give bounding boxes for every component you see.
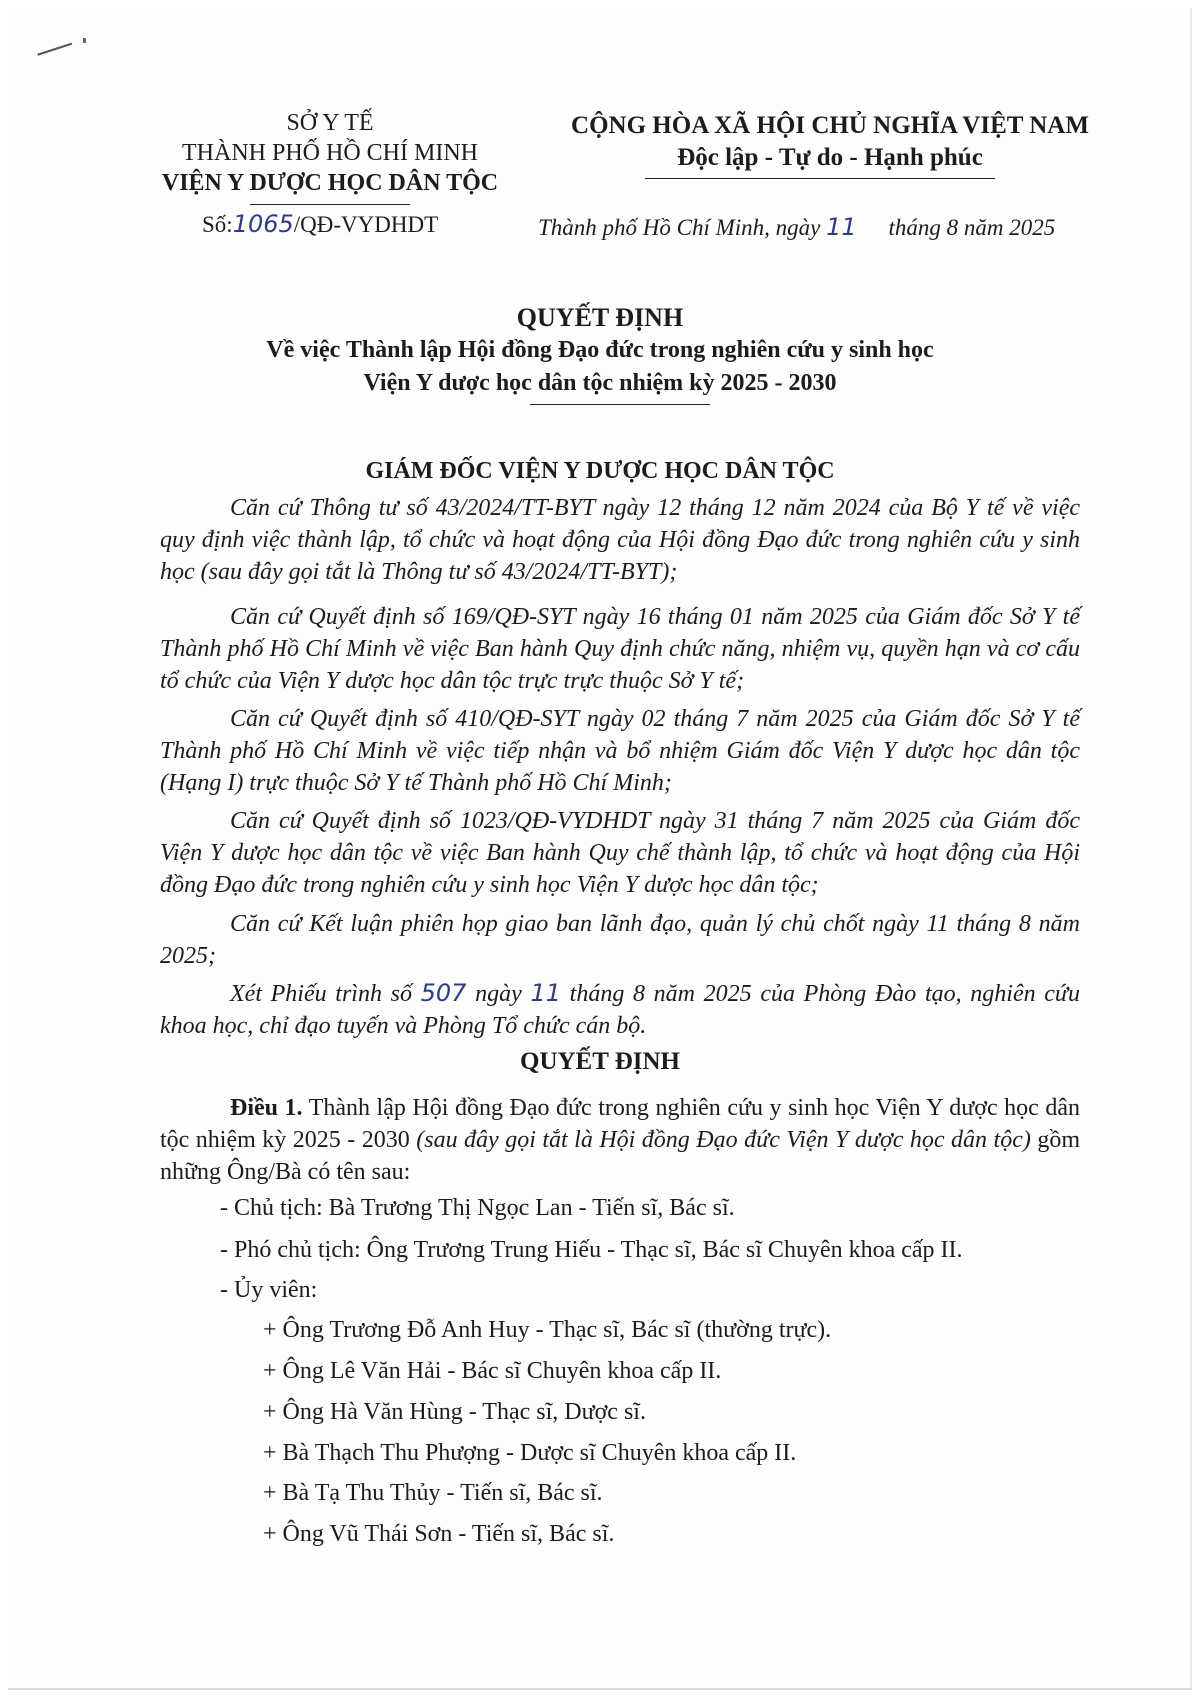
- doc-number-handwritten: 1065: [232, 210, 294, 238]
- chair-entry: - Chủ tịch: Bà Trương Thị Ngọc Lan - Tiến sĩ, Bác sĩ.: [220, 1195, 735, 1221]
- decision-heading: QUYẾT ĐỊNH: [520, 1048, 680, 1075]
- member-item: + Bà Thạch Thu Phượng - Dược sĩ Chuyên khoa cấp II.: [263, 1440, 797, 1466]
- motto: Độc lập - Tự do - Hạnh phúc: [677, 144, 983, 171]
- member-item: + Bà Tạ Thu Thủy - Tiến sĩ, Bác sĩ.: [263, 1480, 603, 1506]
- document-subject-line-2: Viện Y dược học dân tộc nhiệm kỳ 2025 - 2030: [363, 370, 837, 396]
- agency-line-2: THÀNH PHỐ HỒ CHÍ MINH: [182, 140, 478, 166]
- agency-line-3: VIỆN Y DƯỢC HỌC DÂN TỘC: [161, 170, 499, 196]
- member-item: + Ông Trương Đỗ Anh Huy - Thạc sĩ, Bác sĩ (thường trực).: [263, 1317, 832, 1343]
- article-1: Điều 1. Thành lập Hội đồng Đạo đức trong nghiên cứu y sinh học Viện Y dược học dân tộc nhiệm kỳ 2025 - 2030 (sau đây gọi tắt là Hội đồng Đạo đức Viện Y dược học dân tộc) gồm những Ông/Bà có tên sau:: [160, 1095, 1081, 1185]
- agency-underline: [250, 204, 410, 205]
- place-date-part-1: Thành phố Hồ Chí Minh, ngày: [538, 215, 821, 240]
- document-number: [202, 210, 438, 238]
- member-item: + Ông Lê Văn Hải - Bác sĩ Chuyên khoa cấp II.: [263, 1358, 722, 1384]
- vice-chair-entry: - Phó chủ tịch: Ông Trương Trung Hiếu - Thạc sĩ, Bác sĩ Chuyên khoa cấp II.: [220, 1237, 963, 1263]
- legal-basis-4: Căn cứ Quyết định số 1023/QĐ-VYDHDT ngày 31 tháng 7 năm 2025 của Giám đốc Viện Y dược học dân tộc về việc Ban hành Quy chế thành lập, tổ chức và hoạt động của Hội đồng Đạo đức trong nghiên cứu y sinh học Viện Y dược học dân tộc;: [160, 808, 1080, 898]
- legal-basis-5: Căn cứ Kết luận phiên họp giao ban lãnh đạo, quản lý chủ chốt ngày 11 tháng 8 năm 2025;: [160, 911, 1080, 969]
- legal-basis-1: Căn cứ Thông tư số 43/2024/TT-BYT ngày 12 tháng 12 năm 2024 của Bộ Y tế về việc quy định việc thành lập, tổ chức và hoạt động của Hội đồng Đạo đức trong nghiên cứu y sinh học (sau đây gọi tắt là Thông tư số 43/2024/TT-BYT);: [160, 495, 1080, 585]
- scan-dot: [83, 38, 86, 43]
- legal-basis-3: Căn cứ Quyết định số 410/QĐ-SYT ngày 02 tháng 7 năm 2025 của Giám đốc Sở Y tế Thành phố Hồ Chí Minh về việc tiếp nhận và bổ nhiệm Giám đốc Viện Y dược học dân tộc (Hạng I) trực thuộc Sở Y tế Thành phố Hồ Chí Minh;: [160, 706, 1080, 796]
- member-item: + Ông Vũ Thái Sơn - Tiến sĩ, Bác sĩ.: [263, 1521, 615, 1547]
- doc-number-prefix: Số:: [202, 212, 233, 237]
- scan-mark: [37, 43, 74, 64]
- review-number-handwritten: 507: [420, 979, 467, 1007]
- national-motto: [540, 110, 1120, 174]
- review-basis: Xét Phiếu trình số 507 ngày 11 tháng 8 năm 2025 của Phòng Đào tạo, nghiên cứu khoa học, chỉ đạo tuyến và Phòng Tổ chức cán bộ.: [160, 979, 1081, 1039]
- review-day-handwritten: 11: [530, 979, 561, 1007]
- document-subject-line-1: Về việc Thành lập Hội đồng Đạo đức trong nghiên cứu y sinh học: [266, 337, 934, 363]
- place-date-part-2: tháng 8 năm 2025: [888, 215, 1056, 240]
- members-label: - Ủy viên:: [220, 1277, 318, 1303]
- country-name: CỘNG HÒA XÃ HỘI CHỦ NGHĨA VIỆT NAM: [571, 112, 1089, 139]
- legal-basis-2: Căn cứ Quyết định số 169/QĐ-SYT ngày 16 tháng 01 năm 2025 của Giám đốc Sở Y tế Thành phố Hồ Chí Minh về việc Ban hành Quy định chức năng, nhiệm vụ, quyền hạn và cơ cấu tổ chức của Viện Y dược học dân tộc trực trực thuộc Sở Y tế;: [160, 604, 1080, 694]
- title-underline: [530, 404, 710, 405]
- motto-underline: [645, 178, 995, 179]
- document-type: QUYẾT ĐỊNH: [516, 303, 684, 332]
- doc-number-suffix: /QĐ-VYDHDT: [293, 212, 439, 237]
- member-item: + Ông Hà Văn Hùng - Thạc sĩ, Dược sĩ.: [263, 1399, 646, 1425]
- issuing-agency: [140, 108, 520, 198]
- article-1-label: Điều 1.: [230, 1095, 303, 1121]
- date-day-handwritten: 11: [826, 213, 857, 241]
- agency-line-1: SỞ Y TẾ: [286, 110, 374, 136]
- issuing-authority: GIÁM ĐỐC VIỆN Y DƯỢC HỌC DÂN TỘC: [365, 458, 835, 484]
- place-date: [538, 213, 1055, 241]
